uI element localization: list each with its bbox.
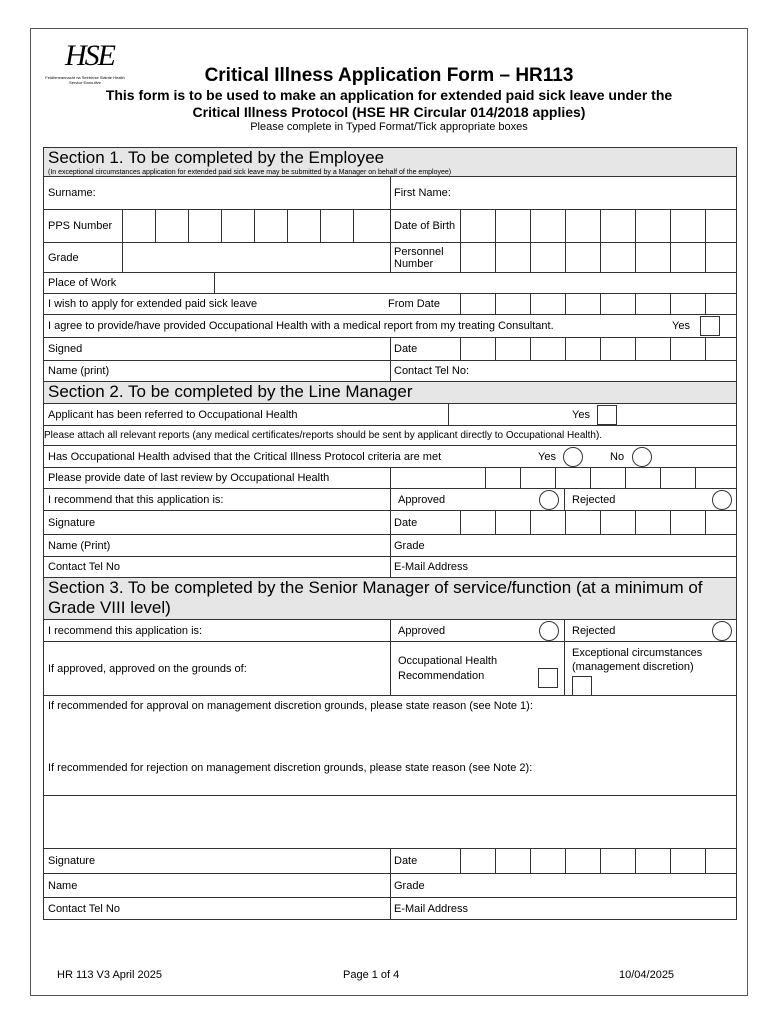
footer-date: 10/04/2025	[619, 969, 675, 981]
s3-rejected-label: Rejected	[572, 624, 616, 637]
s2-approved-label: Approved	[398, 493, 446, 506]
row-signature-s2	[43, 511, 737, 535]
form-instruction: Please complete in Typed Format/Tick appropriate boxes	[250, 121, 528, 133]
section-1-title: Section 1. To be completed by the Employee	[48, 148, 385, 167]
row-name-print	[43, 361, 737, 382]
row-attach	[43, 426, 737, 446]
first-name-label: First Name:	[394, 187, 451, 199]
section-1-note: (In exceptional circumstances application for extended paid sick leave may be submitted by a Manager on behalf of the employee)	[48, 169, 452, 176]
attach-note: Please attach all relevant reports (any medical certificates/reports should be sent by applicant directly to Occupational Health).	[44, 430, 603, 441]
wish-label: I wish to apply for extended paid sick leave	[48, 298, 258, 310]
subtitle-line-2: Critical Illness Protocol (HSE HR Circular 014/2018 applies)	[192, 104, 586, 120]
s2-rejected-radio[interactable]	[712, 490, 732, 510]
row-from-date	[43, 294, 737, 315]
approval-reason-label: If recommended for approval on management discretion grounds, please state reason (see Note 1):	[48, 700, 533, 712]
row-surname	[43, 177, 737, 210]
referred-yes-checkbox[interactable]	[597, 405, 617, 425]
row-name-s2	[43, 535, 737, 557]
row-name-s3	[43, 874, 737, 898]
dob-label: Date of Birth	[394, 220, 456, 232]
oh-recommendation-label: Occupational Health Recommendation	[398, 654, 498, 682]
name-s2-label: Name (Print)	[48, 539, 111, 552]
grade-s3-label: Grade	[394, 879, 425, 892]
advised-yes-label: Yes	[538, 450, 556, 463]
section-1-header	[43, 147, 737, 177]
referred-label: Applicant has been referred to Occupational Health	[48, 408, 298, 421]
s3-rejected-radio[interactable]	[712, 621, 732, 641]
hse-logo-subtext: Feidhmeannacht na Seirbhíse Sláinte Health Service Executive	[45, 75, 125, 85]
email-s3-label: E-Mail Address	[394, 902, 468, 915]
row-recommend-s3	[43, 620, 737, 642]
row-place-of-work	[43, 273, 737, 294]
section-3-header	[43, 578, 737, 620]
form-subtitle	[31, 87, 747, 121]
row-rejection-reason[interactable]	[43, 796, 737, 849]
advised-label: Has Occupational Health advised that the Critical Illness Protocol criteria are met	[48, 450, 442, 463]
grounds-label: If approved, approved on the grounds of:	[48, 662, 247, 675]
referred-yes-label: Yes	[572, 408, 590, 421]
row-signature-s3	[43, 849, 737, 874]
row-contact-s3	[43, 898, 737, 920]
s3-approved-label: Approved	[398, 624, 446, 637]
name-s3-label: Name	[48, 879, 78, 892]
form-page	[30, 28, 748, 996]
row-pps-dob	[43, 210, 737, 243]
s3-approved-radio[interactable]	[539, 621, 559, 641]
contact-tel-label: Contact Tel No:	[394, 365, 470, 377]
row-contact-s2	[43, 557, 737, 578]
surname-label: Surname:	[48, 187, 96, 199]
advised-yes-radio[interactable]	[563, 447, 583, 467]
row-recommend-s2	[43, 489, 737, 511]
subtitle-line-1: This form is to be used to make an application for extended paid sick leave under the	[105, 87, 673, 103]
contact-s3-label: Contact Tel No	[48, 902, 120, 915]
place-of-work-label: Place of Work	[48, 277, 117, 289]
advised-no-label: No	[610, 450, 625, 463]
agree-label: I agree to provide/have provided Occupational Health with a medical report from my treating Consultant.	[48, 320, 554, 332]
grade-s2-label: Grade	[394, 539, 425, 552]
signed-label: Signed	[48, 343, 83, 355]
section-3-title: Section 3. To be completed by the Senior Manager of service/function (at a minimum of Grade VIII level)	[48, 578, 703, 617]
from-date-label: From Date	[388, 298, 440, 310]
date-s3-label: Date	[394, 855, 418, 867]
review-date-label: Please provide date of last review by Occupational Health	[48, 472, 330, 484]
row-approval-reason[interactable]	[43, 696, 737, 796]
row-agree	[43, 315, 737, 338]
rejection-reason-label: If recommended for rejection on management discretion grounds, please state reason (see Note 2):	[48, 762, 533, 774]
advised-no-radio[interactable]	[632, 447, 652, 467]
agree-yes-checkbox[interactable]	[700, 316, 720, 336]
date-s2-label: Date	[394, 516, 418, 529]
section-2-header	[43, 382, 737, 404]
row-signed	[43, 338, 737, 361]
section-2-title: Section 2. To be completed by the Line Manager	[48, 382, 413, 401]
exceptional-label: Exceptional circumstances (management discretion)	[572, 647, 703, 673]
footer-version: HR 113 V3 April 2025	[57, 969, 162, 981]
form-title: Critical Illness Application Form – HR113	[204, 65, 574, 86]
s2-approved-radio[interactable]	[539, 490, 559, 510]
row-review-date	[43, 468, 737, 489]
signed-date-label: Date	[394, 343, 418, 355]
personnel-number-label: Personnel Number	[394, 245, 444, 270]
hse-logo-mark: HSE	[65, 39, 114, 72]
signature-s2-label: Signature	[48, 516, 96, 529]
contact-s2-label: Contact Tel No	[48, 561, 120, 573]
email-s2-label: E-Mail Address	[394, 561, 468, 573]
recommend-s2-label: I recommend that this application is:	[48, 493, 224, 506]
recommend-s3-label: I recommend this application is:	[48, 624, 203, 637]
row-grounds	[43, 642, 737, 696]
s2-rejected-label: Rejected	[572, 493, 616, 506]
row-grade	[43, 243, 737, 273]
footer-page: Page 1 of 4	[343, 969, 400, 981]
pps-label: PPS Number	[48, 220, 113, 232]
row-advised	[43, 446, 737, 468]
signature-s3-label: Signature	[48, 855, 96, 867]
row-referred	[43, 404, 737, 426]
oh-recommendation-checkbox[interactable]	[538, 668, 558, 688]
exceptional-checkbox[interactable]	[572, 676, 592, 696]
grade-label: Grade	[48, 251, 79, 264]
agree-yes-label: Yes	[672, 320, 690, 332]
name-print-label: Name (print)	[48, 365, 110, 377]
